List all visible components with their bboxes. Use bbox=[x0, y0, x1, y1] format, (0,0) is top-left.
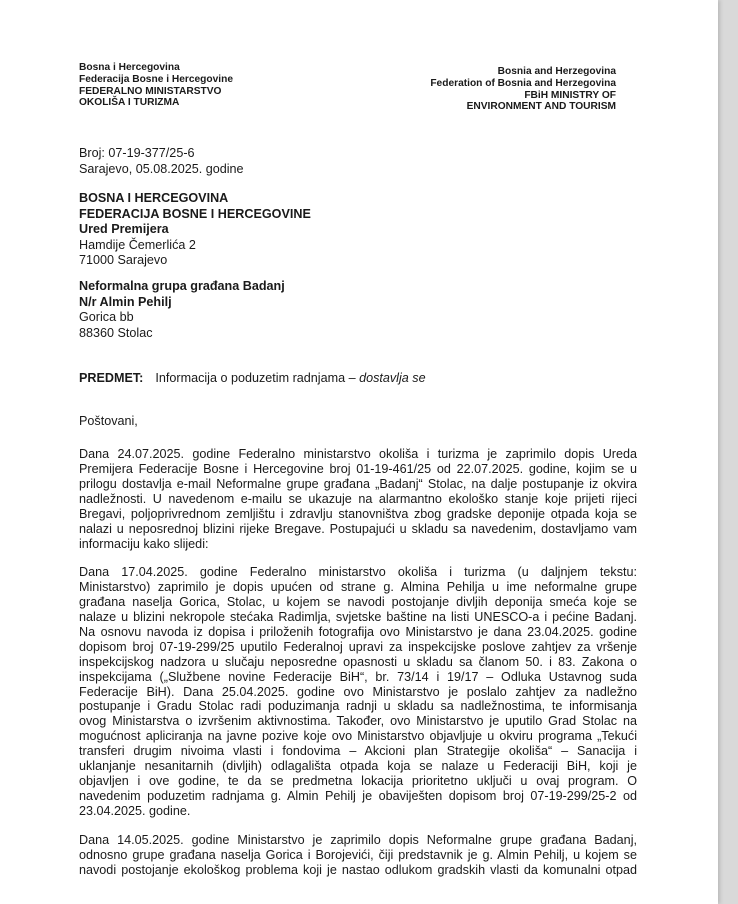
recipient-citizens-group bbox=[79, 279, 285, 341]
paragraph-line: Dana 17.04.2025. godine Federalno ministarstvo okoliša i turizma (u daljnjem tekstu: bbox=[79, 565, 637, 579]
paragraph-line: transferi drugim nivoima vlasti i fondovima – Akcioni plan Strategije okoliša“ – Sanacija i bbox=[79, 744, 637, 759]
letterhead-line: Federacija Bosne i Hercegovine bbox=[79, 73, 234, 85]
paragraph-line: navodi postojanje ekološkog problema koji je nastao odlukom gradskih vlasti da komunalni otpad bbox=[79, 862, 637, 877]
paragraph-line: inspekcijama („Službene novine Federacije BiH“, br. 73/14 i 19/17 – Odluka Ustavnog suda bbox=[79, 669, 637, 684]
paragraph-line: nalaze u blizini nekropole stećaka Radimlja, svjetske baštine na listi UNESCO-a i pećine Badanj. bbox=[79, 609, 637, 624]
paragraph-line: Dana 24.07.2025. godine Federalno ministarstvo okoliša i turizma je zaprimilo dopis Ureda bbox=[79, 447, 637, 461]
paragraph-line: uklanjanje nesanitarnih (divljih) odlagališta otpada koja se nalaze u Federaciji BiH, koji je bbox=[79, 759, 637, 774]
paragraph-line: inspekcijskog nadzora u slučaju neposredne opasnosti u skladu sa članom 50. i 83. Zakona o bbox=[79, 654, 637, 669]
recipient-line: Neformalna grupa građana Badanj bbox=[79, 279, 285, 293]
body-paragraph-2 bbox=[79, 565, 637, 819]
letterhead-line: OKOLIŠA I TURIZMA bbox=[79, 97, 180, 109]
reference-number: Broj: 07-19-377/25-6 bbox=[79, 146, 195, 160]
recipient-line: 88360 Stolac bbox=[79, 325, 153, 340]
letterhead-line: FEDERALNO MINISTARSTVO bbox=[79, 85, 222, 97]
paragraph-line: dopisom broj 07-19-299/25 uputilo Federalnoj upravi za inspekcijske poslove zahtjev za vršenje bbox=[79, 639, 637, 654]
letterhead-line: FBiH MINISTRY OF bbox=[524, 89, 616, 101]
paragraph-line: Na osnovu navoda iz dopisa i priloženih fotografija ovo Ministarstvo je dana 23.04.2025. godine bbox=[79, 624, 637, 639]
paragraph-line: ovog Ministarstva o izvršenim aktivnostima. Također, ovo Ministarstvo je uputilo Grad Stolac na bbox=[79, 714, 637, 729]
recipient-line: FEDERACIJA BOSNE I HERCEGOVINE bbox=[79, 206, 311, 221]
letterhead-line: Federation of Bosnia and Herzegovina bbox=[430, 77, 616, 89]
paragraph-line: Dana 14.05.2025. godine Ministarstvo je zaprimilo dopis Neformalne grupe građana Badanj, bbox=[79, 833, 637, 847]
paragraph-line: Bregavi, poljoprivrednom zemljištu i zdravlju stanovništva zbog gradske deponije otpada koja se bbox=[79, 506, 637, 521]
body-paragraph-1 bbox=[79, 447, 637, 552]
recipient-line: BOSNA I HERCEGOVINA bbox=[79, 191, 229, 205]
paragraph-line: 23.04.2025. godine. bbox=[79, 804, 191, 818]
recipient-line: N/r Almin Pehilj bbox=[79, 294, 172, 309]
paragraph-line: navedenim poduzetim radnjama g. Almin Pehilj je obaviješten dopisom broj 07-19-299/25-2 od bbox=[79, 789, 637, 804]
subject-line bbox=[79, 371, 426, 385]
paragraph-line: informaciju kako slijedi: bbox=[79, 536, 209, 551]
letterhead-local bbox=[79, 62, 233, 109]
letterhead bbox=[79, 62, 616, 114]
paragraph-line: odnosno grupe građana naselja Gorica i Borojevići, čiji predstavnik je g. Almin Pehilj, u kojem se bbox=[79, 847, 637, 862]
letterhead-line: ENVIRONMENT AND TOURISM bbox=[466, 101, 616, 113]
recipient-line: Hamdije Čemerlića 2 bbox=[79, 237, 196, 252]
recipient-line: 71000 Sarajevo bbox=[79, 253, 168, 268]
document-date: Sarajevo, 05.08.2025. godine bbox=[79, 162, 244, 176]
paragraph-line: postupanje i Gradu Stolac radi poduzimanja radnji u skladu sa nadležnostima, te informisanja bbox=[79, 699, 637, 714]
recipient-premier-office bbox=[79, 191, 311, 269]
paragraph-line: građana naselja Gorica, Stolac, u kojem se navodi postojanje divljih deponija smeća koje se bbox=[79, 594, 637, 609]
paragraph-line: nadležnosti. U navedenom e-mailu se ukazuje na alarmantno ekološko stanje koje prijeti rijeci bbox=[79, 491, 637, 506]
letterhead-line: Bosna i Hercegovina bbox=[79, 62, 180, 73]
paragraph-line: mogućnost apliciranja na javne pozive koje ovo Ministarstvo objavljuje u okviru programa „Tekući bbox=[79, 729, 637, 744]
greeting: Poštovani, bbox=[79, 414, 138, 428]
recipient-line: Gorica bb bbox=[79, 310, 134, 325]
document-meta bbox=[79, 145, 244, 177]
letterhead-line: Bosnia and Herzegovina bbox=[497, 66, 616, 77]
paragraph-line: prilogu dostavlja e-mail Neformalne grupe građana „Badanj“ Stolac, na dalje postupanje iz okvira bbox=[79, 476, 637, 491]
recipient-line: Ured Premijera bbox=[79, 222, 169, 237]
subject-text: Informacija o poduzetim radnjama – bbox=[155, 371, 360, 385]
paragraph-line: Ministarstvo) zaprimilo je dopis upućen od strane g. Almina Pehilja u ime neformalne grupe bbox=[79, 579, 637, 594]
paragraph-line: objavljen i ove godine, te da se predmetna lokacija prioritetno uključi u ovaj program. O bbox=[79, 774, 637, 789]
subject-label: PREDMET: bbox=[79, 371, 144, 385]
body-paragraph-3 bbox=[79, 833, 637, 878]
letterhead-english bbox=[430, 66, 616, 113]
paragraph-line: Federacije BiH). Dana 25.04.2025. godine ovo Ministarstvo je poslalo zahtjev za nadležno bbox=[79, 684, 637, 699]
subject-emphasis: dostavlja se bbox=[359, 371, 426, 385]
paragraph-line: nalazi u neposrednoj blizini rijeke Bregave. Postupajući u skladu sa navedenim, dostavljamo vam bbox=[79, 521, 637, 536]
paragraph-line: Premijera Federacije Bosne i Hercegovine broj 01-19-461/25 od 22.07.2025. godine, kojim se u bbox=[79, 461, 637, 476]
